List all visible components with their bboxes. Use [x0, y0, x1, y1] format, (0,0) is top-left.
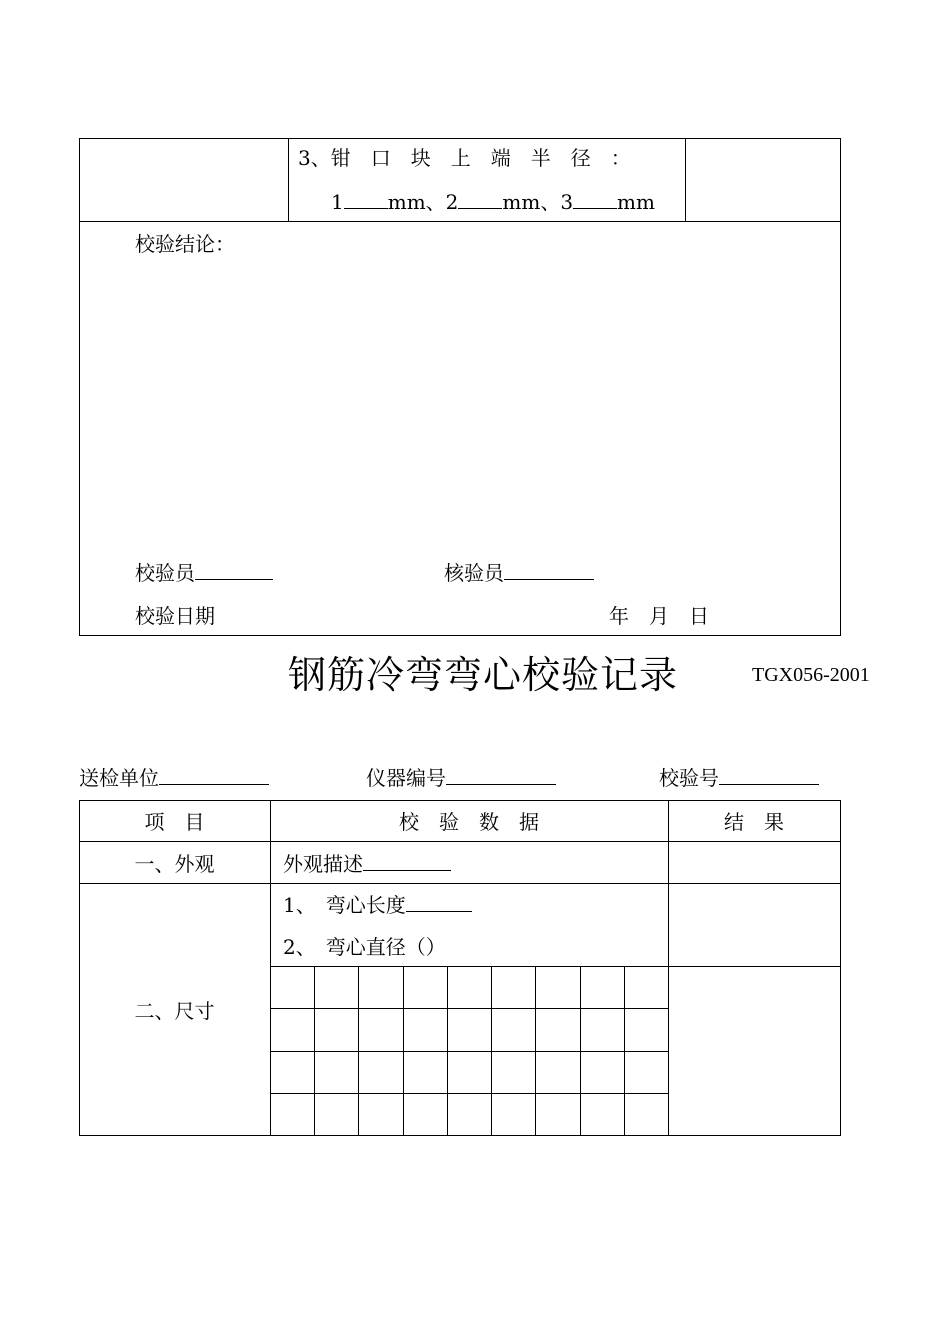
table-border-bottom: [79, 635, 841, 636]
grid-cell[interactable]: [580, 1093, 624, 1135]
inspector-line: [135, 557, 273, 586]
conclusion-label: 校验结论：: [135, 232, 235, 256]
grid-cell[interactable]: [358, 1008, 402, 1050]
grid-cell[interactable]: [358, 966, 402, 1008]
grid-cell[interactable]: [314, 1008, 358, 1050]
grid-cell[interactable]: [535, 1008, 579, 1050]
form-title: 钢筋冷弯弯心校验记录: [288, 653, 679, 697]
grid-cell[interactable]: [447, 1008, 491, 1050]
header-result: 结 果: [724, 810, 784, 834]
submit-unit-label: 送检单位: [79, 766, 159, 790]
grid-line: [270, 1051, 668, 1052]
appearance-desc-line: [283, 848, 451, 877]
table-border-right: [840, 138, 841, 636]
grid-cell[interactable]: [403, 1051, 447, 1093]
grid-cell[interactable]: [447, 1093, 491, 1135]
grid-cell[interactable]: [535, 1093, 579, 1135]
table-divider: [288, 138, 289, 222]
table-row-divider: [79, 841, 841, 842]
instrument-no-field[interactable]: [446, 766, 556, 785]
checker-field[interactable]: [504, 561, 594, 580]
grid-cell[interactable]: [535, 966, 579, 1008]
inspector-label: 校验员: [135, 561, 195, 585]
table-border-mid: [79, 221, 841, 222]
grid-cell[interactable]: [314, 966, 358, 1008]
grid-cell[interactable]: [447, 1051, 491, 1093]
grid-cell[interactable]: [491, 1008, 535, 1050]
instrument-no-label: 仪器编号: [366, 766, 446, 790]
date-parts: 年 月 日: [609, 604, 709, 628]
check-no-field[interactable]: [719, 766, 819, 785]
grid-cell[interactable]: [580, 1051, 624, 1093]
radius-unit-3: mm: [617, 190, 655, 214]
appearance-desc-label: 外观描述: [283, 852, 363, 876]
table-row-divider: [79, 883, 841, 884]
table-border-bottom: [79, 1135, 841, 1136]
appearance-desc-field[interactable]: [363, 852, 451, 871]
row-size-label: 二、尺寸: [134, 999, 215, 1023]
radius-values: [331, 186, 655, 215]
date-label: 校验日期: [135, 604, 215, 628]
table-border-top: [79, 800, 841, 801]
grid-cell[interactable]: [314, 1051, 358, 1093]
table-border-right: [840, 800, 841, 1136]
table-divider: [685, 138, 686, 222]
radius-1-label: 1: [331, 190, 344, 214]
grid-cell[interactable]: [270, 966, 314, 1008]
grid-cell[interactable]: [624, 1008, 668, 1050]
radius-1-field[interactable]: [344, 190, 388, 209]
grid-cell[interactable]: [270, 1008, 314, 1050]
header-data: 校 验 数 据: [399, 810, 539, 834]
grid-cell[interactable]: [535, 1051, 579, 1093]
grid-cell[interactable]: [624, 1051, 668, 1093]
submit-unit-line: [79, 762, 269, 791]
length-field[interactable]: [406, 893, 472, 912]
grid-line: [270, 1008, 668, 1009]
radius-unit-2: mm、3: [502, 190, 574, 214]
table-col-divider: [668, 800, 669, 1136]
grid-cell[interactable]: [403, 1008, 447, 1050]
grid-cell[interactable]: [447, 966, 491, 1008]
diameter-label: 2、 弯心直径（）: [283, 935, 446, 959]
submit-unit-field[interactable]: [159, 766, 269, 785]
instrument-no-line: [366, 762, 556, 791]
grid-cell[interactable]: [491, 1093, 535, 1135]
grid-cell[interactable]: [624, 1093, 668, 1135]
grid-cell[interactable]: [624, 966, 668, 1008]
radius-unit-1: mm、2: [387, 190, 459, 214]
grid-cell[interactable]: [314, 1093, 358, 1135]
radius-3-field[interactable]: [573, 190, 617, 209]
grid-cell[interactable]: [403, 1093, 447, 1135]
grid-cell[interactable]: [580, 966, 624, 1008]
checker-line: [444, 557, 594, 586]
form-code: TGX056-2001: [752, 664, 870, 686]
radius-label: 3、钳 口 块 上 端 半 径 ：: [298, 146, 631, 170]
table-border-left: [79, 138, 80, 636]
grid-cell[interactable]: [491, 1051, 535, 1093]
radius-2-field[interactable]: [458, 190, 502, 209]
grid-cell[interactable]: [491, 966, 535, 1008]
checker-label: 核验员: [444, 561, 504, 585]
inspector-field[interactable]: [195, 561, 273, 580]
check-no-label: 校验号: [659, 766, 719, 790]
row-appearance-label: 一、外观: [134, 852, 215, 876]
grid-cell[interactable]: [270, 1051, 314, 1093]
grid-cell[interactable]: [358, 1051, 402, 1093]
grid-cell[interactable]: [358, 1093, 402, 1135]
grid-cell[interactable]: [270, 1093, 314, 1135]
grid-cell[interactable]: [403, 966, 447, 1008]
grid-cell[interactable]: [580, 1008, 624, 1050]
header-item: 项 目: [144, 810, 205, 834]
length-label: 1、 弯心长度: [283, 893, 406, 917]
length-line: [283, 889, 472, 918]
grid-line: [270, 1093, 668, 1094]
check-no-line: [659, 762, 819, 791]
table-border-top: [79, 138, 841, 139]
